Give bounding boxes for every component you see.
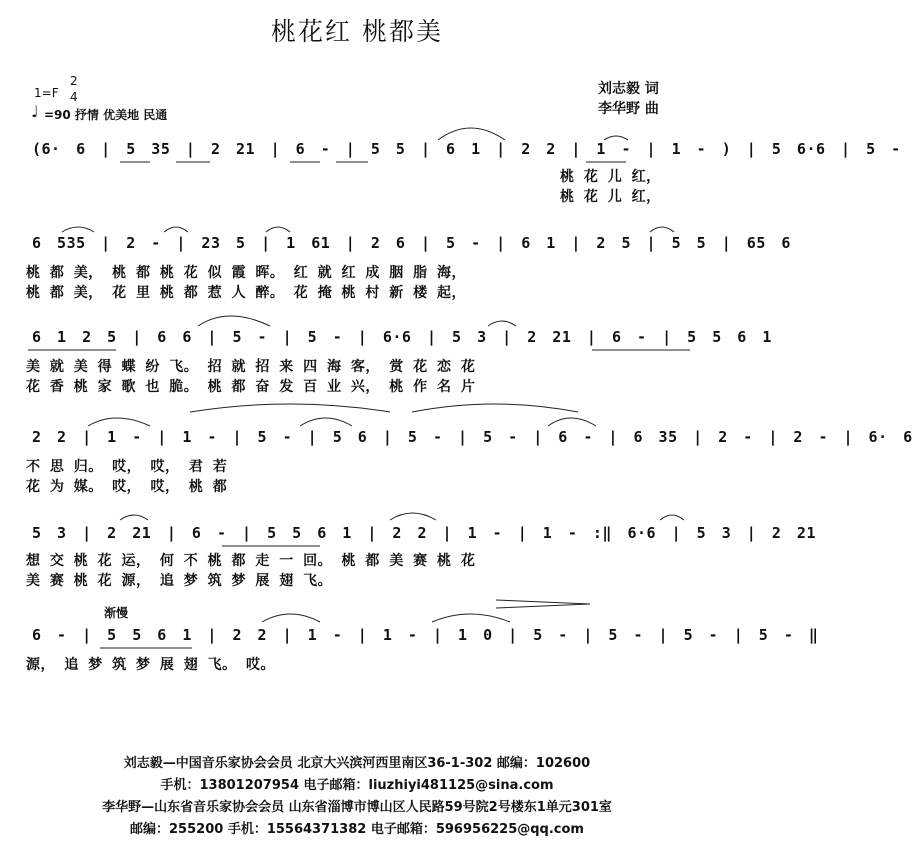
lyrics-line-2-verse-1: 桃 都 美， 桃 都 桃 花 似 霞 晖。 红 就 红 成 胭 脂 海， (26, 265, 466, 281)
tie-mark (262, 614, 320, 622)
tie-mark (88, 418, 150, 426)
slur-mark (164, 227, 188, 232)
footer-line-2: 手机：13801207954 电子邮箱：liuzhiyi481125@sina.com (160, 778, 554, 793)
footer-line-1: 刘志毅—中国音乐家协会会员 北京大兴滨河西里南区36-1-302 邮编：102600 (123, 756, 591, 771)
slur-mark (190, 404, 390, 412)
notation-line-6: 6 - | 5 5 6 1 | 2 2 | 1 - | 1 - | 1 0 | 5 - | 5 - | 5 - | 5 - ‖ (32, 626, 819, 644)
slur-mark (650, 227, 674, 232)
lyrics-line-4-verse-2: 花 为 媒。 哎， 哎， 桃 都 (26, 479, 228, 495)
slur-mark (660, 515, 684, 520)
tie-mark (300, 418, 352, 426)
time-signature-top: 2 (70, 74, 78, 88)
decrescendo-mark (496, 600, 590, 608)
slur-mark (266, 227, 290, 232)
slur-mark (62, 227, 94, 232)
notation-line-4: 2 2 | 1 - | 1 - | 5 - | 5 6 | 5 - | 5 - | 6 - | 6 35 | 2 - | 2 - | 6· 6 (32, 428, 913, 446)
lyrics-line-2-verse-2: 桃 都 美， 花 里 桃 都 惹 人 醉。 花 掩 桃 村 新 楼 起， (26, 285, 466, 301)
lyrics-line-5-verse-1: 想 交 桃 花 运， 何 不 桃 都 走 一 回。 桃 都 美 赛 桃 花 (26, 553, 476, 569)
slur-mark (120, 515, 148, 520)
lyrics-line-5-verse-2: 美 赛 桃 花 源， 追 梦 筑 梦 展 翅 飞。 (26, 573, 333, 589)
footer-line-3: 李华野—山东省音乐家协会会员 山东省淄博市博山区人民路59号院2号楼东1单元301室 (102, 800, 612, 815)
notation-line-2: 6 535 | 2 - | 23 5 | 1 61 | 2 6 | 5 - | 6 1 | 2 5 | 5 5 | 65 6 (32, 234, 791, 252)
notation-line-3: 6 1 2 5 | 6 6 | 5 - | 5 - | 6·6 | 5 3 | 2 21 | 6 - | 5 5 6 1 (32, 328, 772, 346)
notation-line-5: 5 3 | 2 21 | 6 - | 5 5 6 1 | 2 2 | 1 - | 1 - :‖ 6·6 | 5 3 | 2 21 (32, 524, 816, 542)
lyrics-line-3-verse-2: 花 香 桃 家 歌 也 脆。 桃 都 奋 发 百 业 兴， 桃 作 名 片 (26, 379, 476, 395)
slur-mark (488, 321, 516, 326)
tie-mark (198, 316, 270, 326)
footer-line-4: 邮编：255200 手机：15564371382 电子邮箱：596956225@qq.com (130, 822, 584, 837)
tie-mark (390, 513, 436, 520)
lyrics-line-4-verse-1: 不 思 归。 哎， 哎， 君 若 (26, 459, 228, 475)
quarter-note-icon: ♩ (31, 102, 39, 121)
lyrics-line-6-verse-1: 源， 追 梦 筑 梦 展 翅 飞。 哎。 (26, 657, 275, 673)
tie-mark (432, 614, 510, 622)
tie-mark (604, 136, 628, 140)
composer-credit: 李华野 曲 (598, 101, 659, 117)
lyrics-line-3-verse-1: 美 就 美 得 蝶 纷 飞。 招 就 招 来 四 海 客， 赏 花 恋 花 (26, 359, 476, 375)
notation-line-1: (6· 6 | 5 35 | 2 21 | 6 - | 5 5 | 6 1 | 2 2 | 1 - | 1 - ) | 5 6·6 | 5 - (32, 140, 901, 158)
key-signature: 1=F (34, 86, 59, 100)
time-signature-bottom: 4 (70, 90, 78, 104)
slur-mark (412, 404, 578, 412)
ritardando-marking: 渐慢 (104, 606, 129, 620)
tie-mark (438, 128, 505, 140)
tie-mark (548, 418, 596, 426)
lyrics-line-1-verse-2: 桃 花 儿 红， (560, 189, 661, 205)
tempo-marking: =90 抒情 优美地 民通 (44, 108, 168, 122)
lyricist-credit: 刘志毅 词 (598, 81, 659, 97)
song-title: 桃花红 桃都美 (271, 17, 443, 46)
lyrics-line-1-verse-1: 桃 花 儿 红， (560, 169, 661, 185)
